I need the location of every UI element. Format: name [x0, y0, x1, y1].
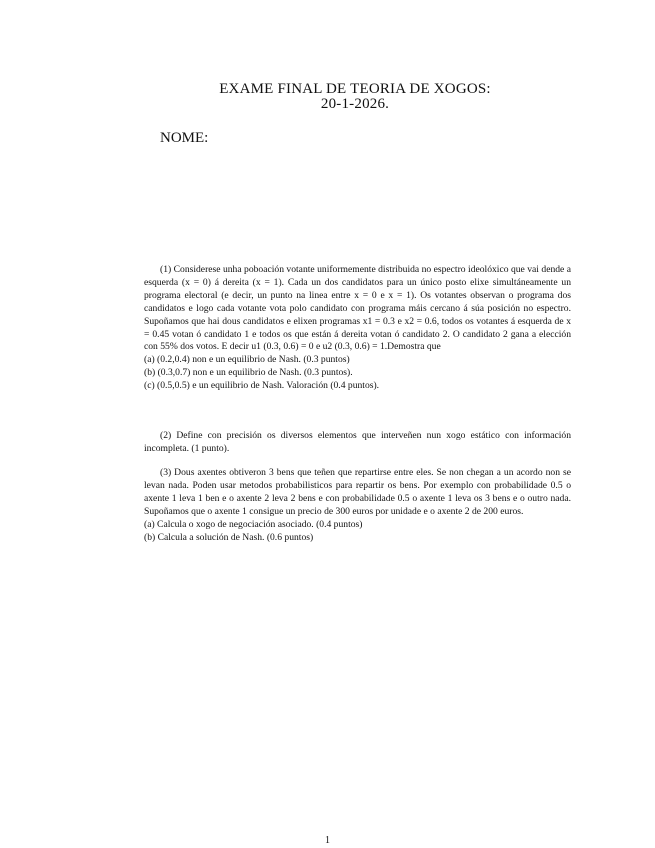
title-line-2: 20-1-2026. [320, 96, 390, 112]
exam-title [140, 82, 570, 112]
page-number: 1 [325, 835, 330, 846]
question-2-text: (2) Define con precisión os diversos elementos que interveñen nun xogo estático con información incompleta. (1 punto). [144, 430, 571, 454]
question-3 [144, 467, 571, 544]
question-1 [144, 264, 571, 393]
question-1-text: (1) Considerese unha poboación votante uniformemente distribuida no espectro ideolóxico que vai dende a esquerda (x = 0) á dereita (x = 1). Cada un dos candidatos para un único posto elixe simultáneamente un programa electoral (e decir, un punto na linea entre x = 0 e x = 1). Os votantes observan o programa dos candidatos e logo cada votante vota polo candidato con programa máis cercano á súa posición no espectro. Supoñamos que hai dous candidatos e elixen programas x1 = 0.3 e x2 = 0.6, todos os votantes á esquerda de x = 0.45 votan ó candidato 1 e todos os que están á dereita votan ó candidato 2. O candidato 2 gana a elección con 55% dos votos. E decir u1 (0.3, 0.6) = 0 e u2 (0.3, 0.6) = 1.Demostra que [144, 264, 571, 353]
question-1-item-a: (a) (0.2,0.4) non e un equilibrio de Nash. (0.3 puntos) [144, 354, 350, 366]
name-label: NOME: [160, 130, 209, 146]
question-2 [144, 430, 571, 456]
title-line-1: EXAME FINAL DE TEORIA DE XOGOS: [219, 81, 491, 97]
question-3-item-a: (a) Calcula o xogo de negociación asociado. (0.4 puntos) [144, 518, 363, 530]
question-3-text: (3) Dous axentes obtiveron 3 bens que teñen que repartirse entre eles. Se non chegan a un acordo non se levan nada. Poden usar metodos probabilisticos para repartir os bens. Por exemplo con probabilidade 0.5 o axente 1 leva 1 ben e o axente 2 leva 2 bens e con probabilidade 0.5 o axente 1 leva os 3 bens e o outro nada. Supoñamos que o axente 1 consigue un precio de 300 euros por unidade e o axente 2 de 200 euros. [144, 467, 571, 517]
question-1-item-b: (b) (0.3,0.7) non e un equilibrio de Nash. (0.3 puntos). [144, 367, 353, 379]
question-1-item-c: (c) (0.5,0.5) e un equilibrio de Nash. Valoración (0.4 puntos). [144, 380, 380, 392]
question-3-item-b: (b) Calcula a solución de Nash. (0.6 puntos) [144, 531, 314, 543]
